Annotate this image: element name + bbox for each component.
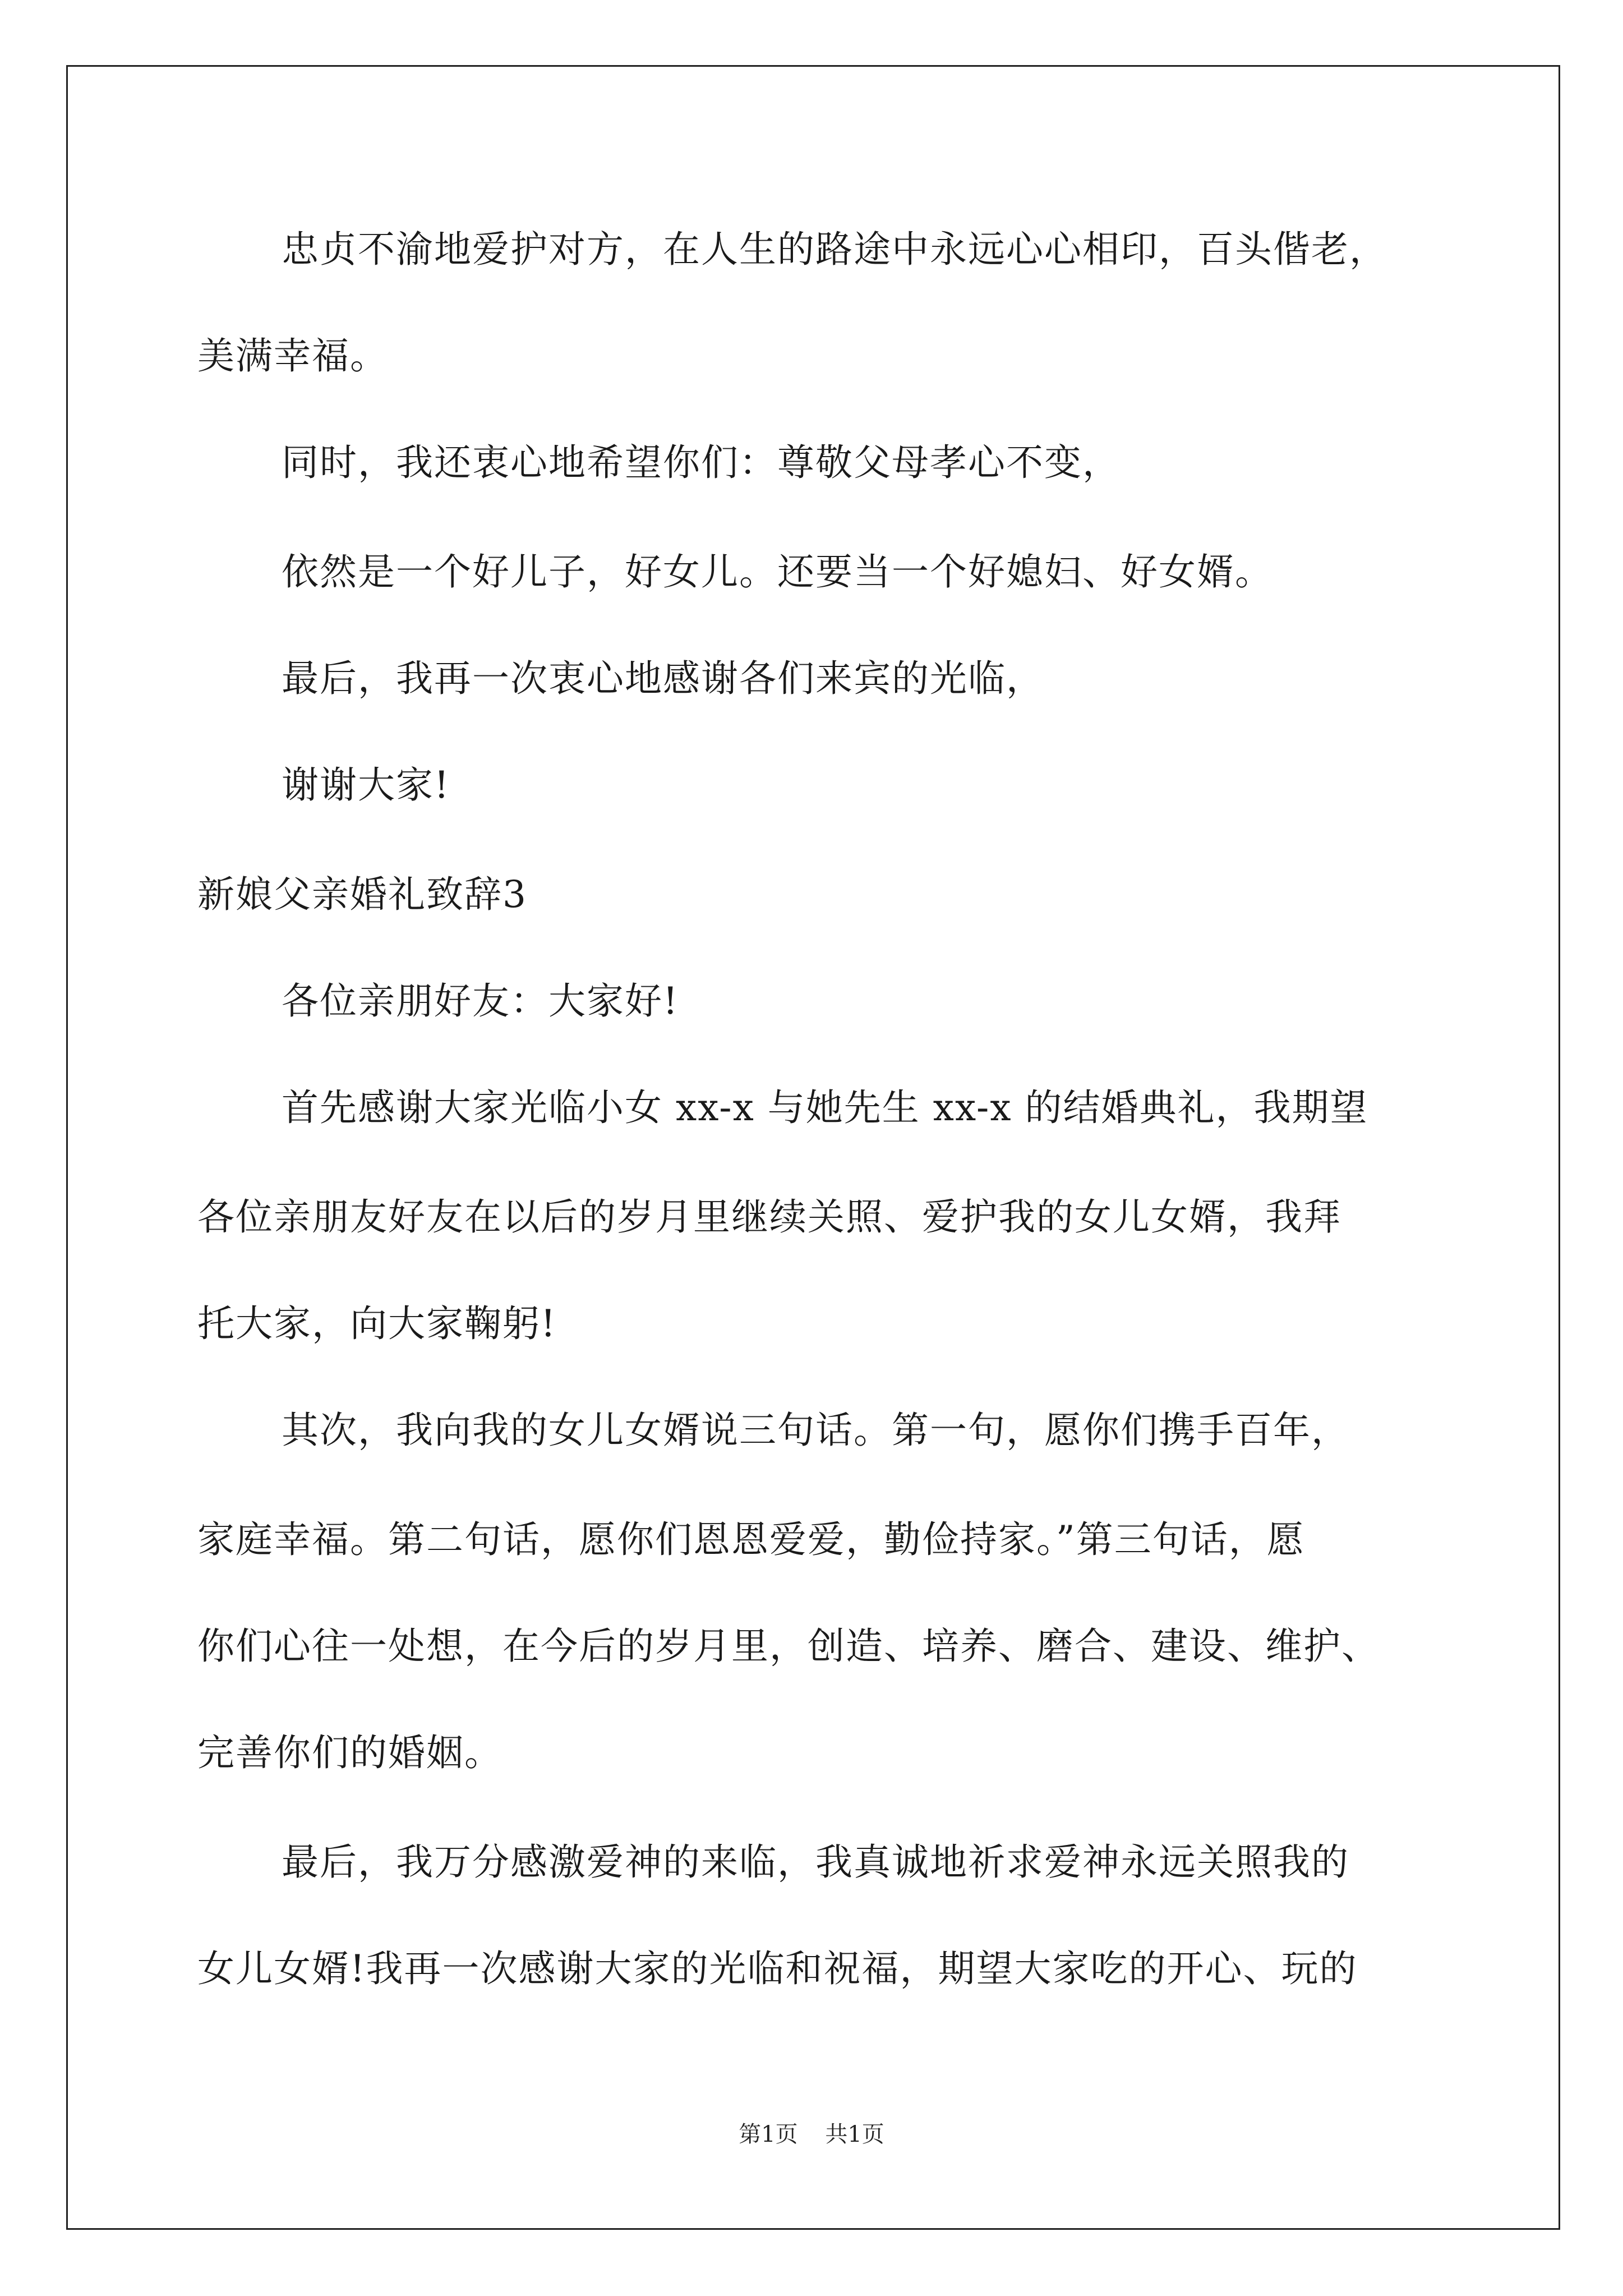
paragraph-line: 其次，我向我的女儿女婿说三句话。第一句，愿你们携手百年，: [282, 1409, 1349, 1452]
paragraph-line: 女儿女婿!我再一次感谢大家的光临和祝福，期望大家吃的开心、玩的: [197, 1947, 1358, 1990]
paragraph-line: 家庭幸福。第二句话，愿你们恩恩爱爱，勤俭持家。”第三句话，愿: [197, 1518, 1305, 1561]
page-total: 共1页: [825, 2122, 884, 2147]
paragraph-line: 依然是一个好儿子，好女儿。还要当一个好媳妇、好女婿。: [282, 550, 1273, 593]
page-number: 第1页: [739, 2122, 798, 2147]
paragraph-line: 美满幸福。: [197, 334, 388, 378]
paragraph-line: 同时，我还衷心地希望你们：尊敬父母孝心不变，: [282, 441, 1121, 484]
paragraph-line: 最后，我再一次衷心地感谢各们来宾的光临，: [282, 657, 1044, 700]
paragraph-line: 你们心往一处想，在今后的岁月里，创造、培养、磨合、建设、维护、: [197, 1625, 1380, 1668]
section-heading: 新娘父亲婚礼致辞3: [197, 873, 527, 916]
page-border: [66, 65, 1560, 2230]
paragraph-line: 完善你们的婚姻。: [197, 1731, 502, 1774]
paragraph-line: 各位亲朋友好友在以后的岁月里继续关照、爱护我的女儿女婿，我拜: [197, 1195, 1341, 1239]
paragraph-line: 首先感谢大家光临小女 xx-x 与她先生 xx-x 的结婚典礼，我期望: [282, 1086, 1368, 1129]
paragraph-line: 谢谢大家!: [282, 763, 450, 807]
paragraph-line: 忠贞不渝地爱护对方，在人生的路途中永远心心相印，百头偕老，: [282, 228, 1387, 271]
page-footer: [0, 2120, 1623, 2148]
paragraph-line: 各位亲朋好友：大家好!: [282, 979, 679, 1023]
paragraph-line: 最后，我万分感激爱神的来临，我真诚地祈求爱神永远关照我的: [282, 1841, 1349, 1884]
paragraph-line: 托大家，向大家鞠躬!: [197, 1302, 557, 1345]
